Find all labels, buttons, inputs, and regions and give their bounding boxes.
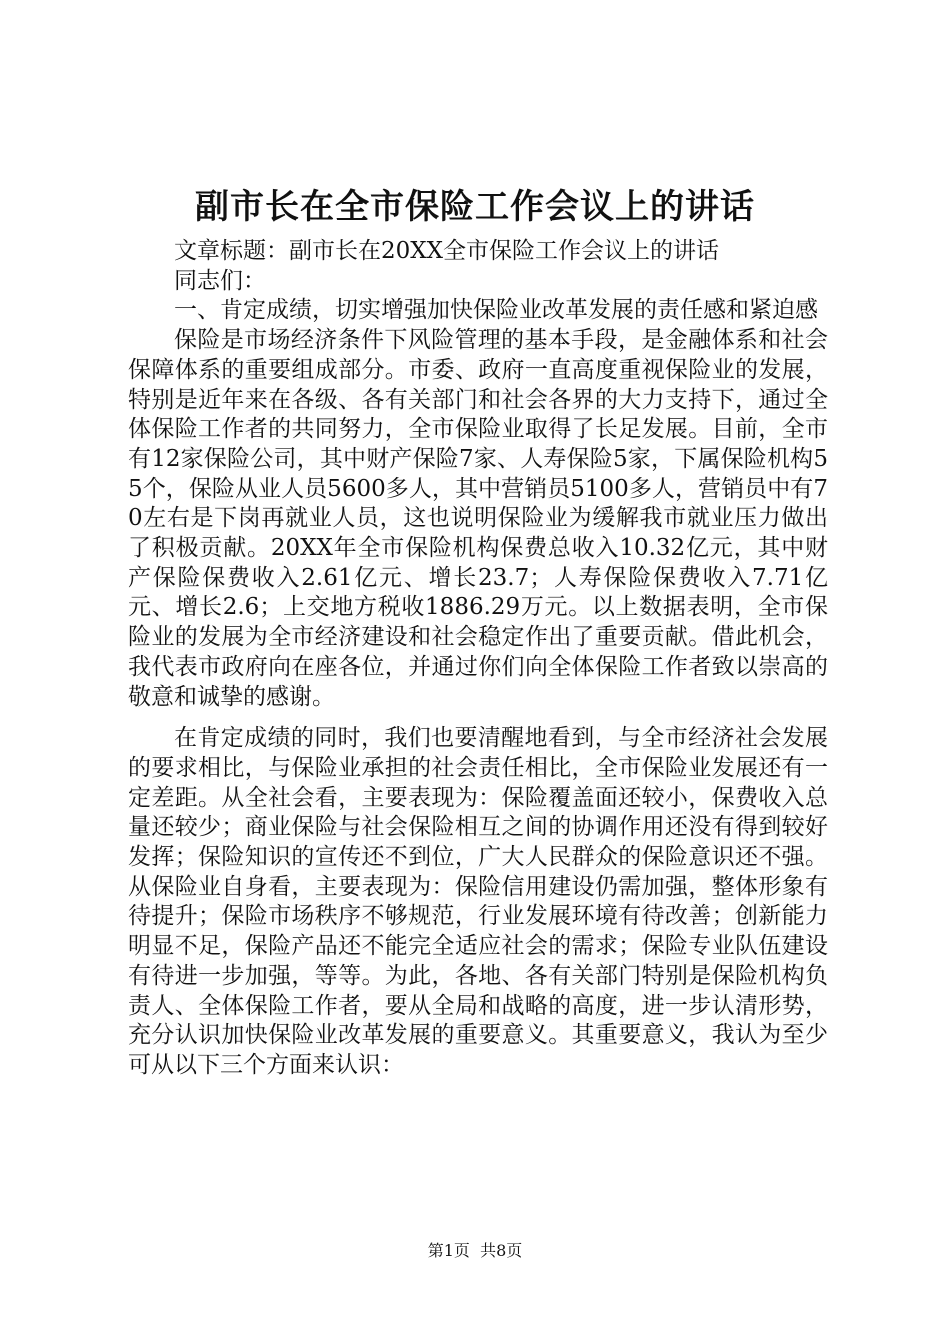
page-number: 第1页	[427, 1241, 470, 1260]
body-paragraph: 在肯定成绩的同时，我们也要清醒地看到，与全市经济社会发展的要求相比，与保险业承担的社会责任相比，全市保险业发展还有一定差距。从全社会看，主要表现为：保险覆盖面还较小，保费收入总量还较少；商业保险与社会保险相互之间的协调作用还没有得到较好发挥；保险知识的宣传还不到位，广大人民群众的保险意识还不强。从保险业自身看，主要表现为：保险信用建设仍需加强，整体形象有待提升；保险市场秩序不够规范，行业发展环境有待改善；创新能力明显不足，保险产品还不能完全适应社会的需求；保险专业队伍建设有待进一步加强，等等。为此，各地、各有关部门特别是保险机构负责人、全体保险工作者，要从全局和战略的高度，进一步认清形势，充分认识加快保险业改革发展的重要意义。其重要意义，我认为至少可从以下三个方面来认识：	[128, 725, 828, 1078]
body-paragraph: 保险是市场经济条件下风险管理的基本手段，是金融体系和社会保障体系的重要组成部分。市委、政府一直高度重视保险业的发展，特别是近年来在各级、各有关部门和社会各界的大力支持下，通过全体保险工作者的共同努力，全市保险业取得了长足发展。目前，全市有12家保险公司，其中财产保险7家、人寿保险5家，下属保险机构55个，保险从业人员5600多人，其中营销员5100多人，营销员中有70左右是下岗再就业人员，这也说明保险业为缓解我市就业压力做出了积极贡献。20XX年全市保险机构保费总收入10.32亿元，其中财产保险保费收入2.61亿元、增长23.7；人寿保险保费收入7.71亿元、增长2.6；上交地方税收1886.29万元。以上数据表明，全市保险业的发展为全市经济建设和社会稳定作出了重要贡献。借此机会，我代表市政府向在座各位，并通过你们向全体保险工作者致以崇高的敬意和诚挚的感谢。	[128, 327, 828, 710]
document-body	[128, 237, 828, 1081]
page-total: 共8页	[480, 1241, 523, 1260]
section-heading: 一、肯定成绩，切实增强加快保险业改革发展的责任感和紧迫感	[174, 297, 818, 324]
document-title: 副市长在全市保险工作会议上的讲话	[195, 187, 755, 227]
salutation: 同志们：	[174, 267, 266, 294]
article-title-line: 文章标题：副市长在20XX全市保险工作会议上的讲话	[174, 238, 720, 264]
page-footer	[0, 1240, 950, 1262]
